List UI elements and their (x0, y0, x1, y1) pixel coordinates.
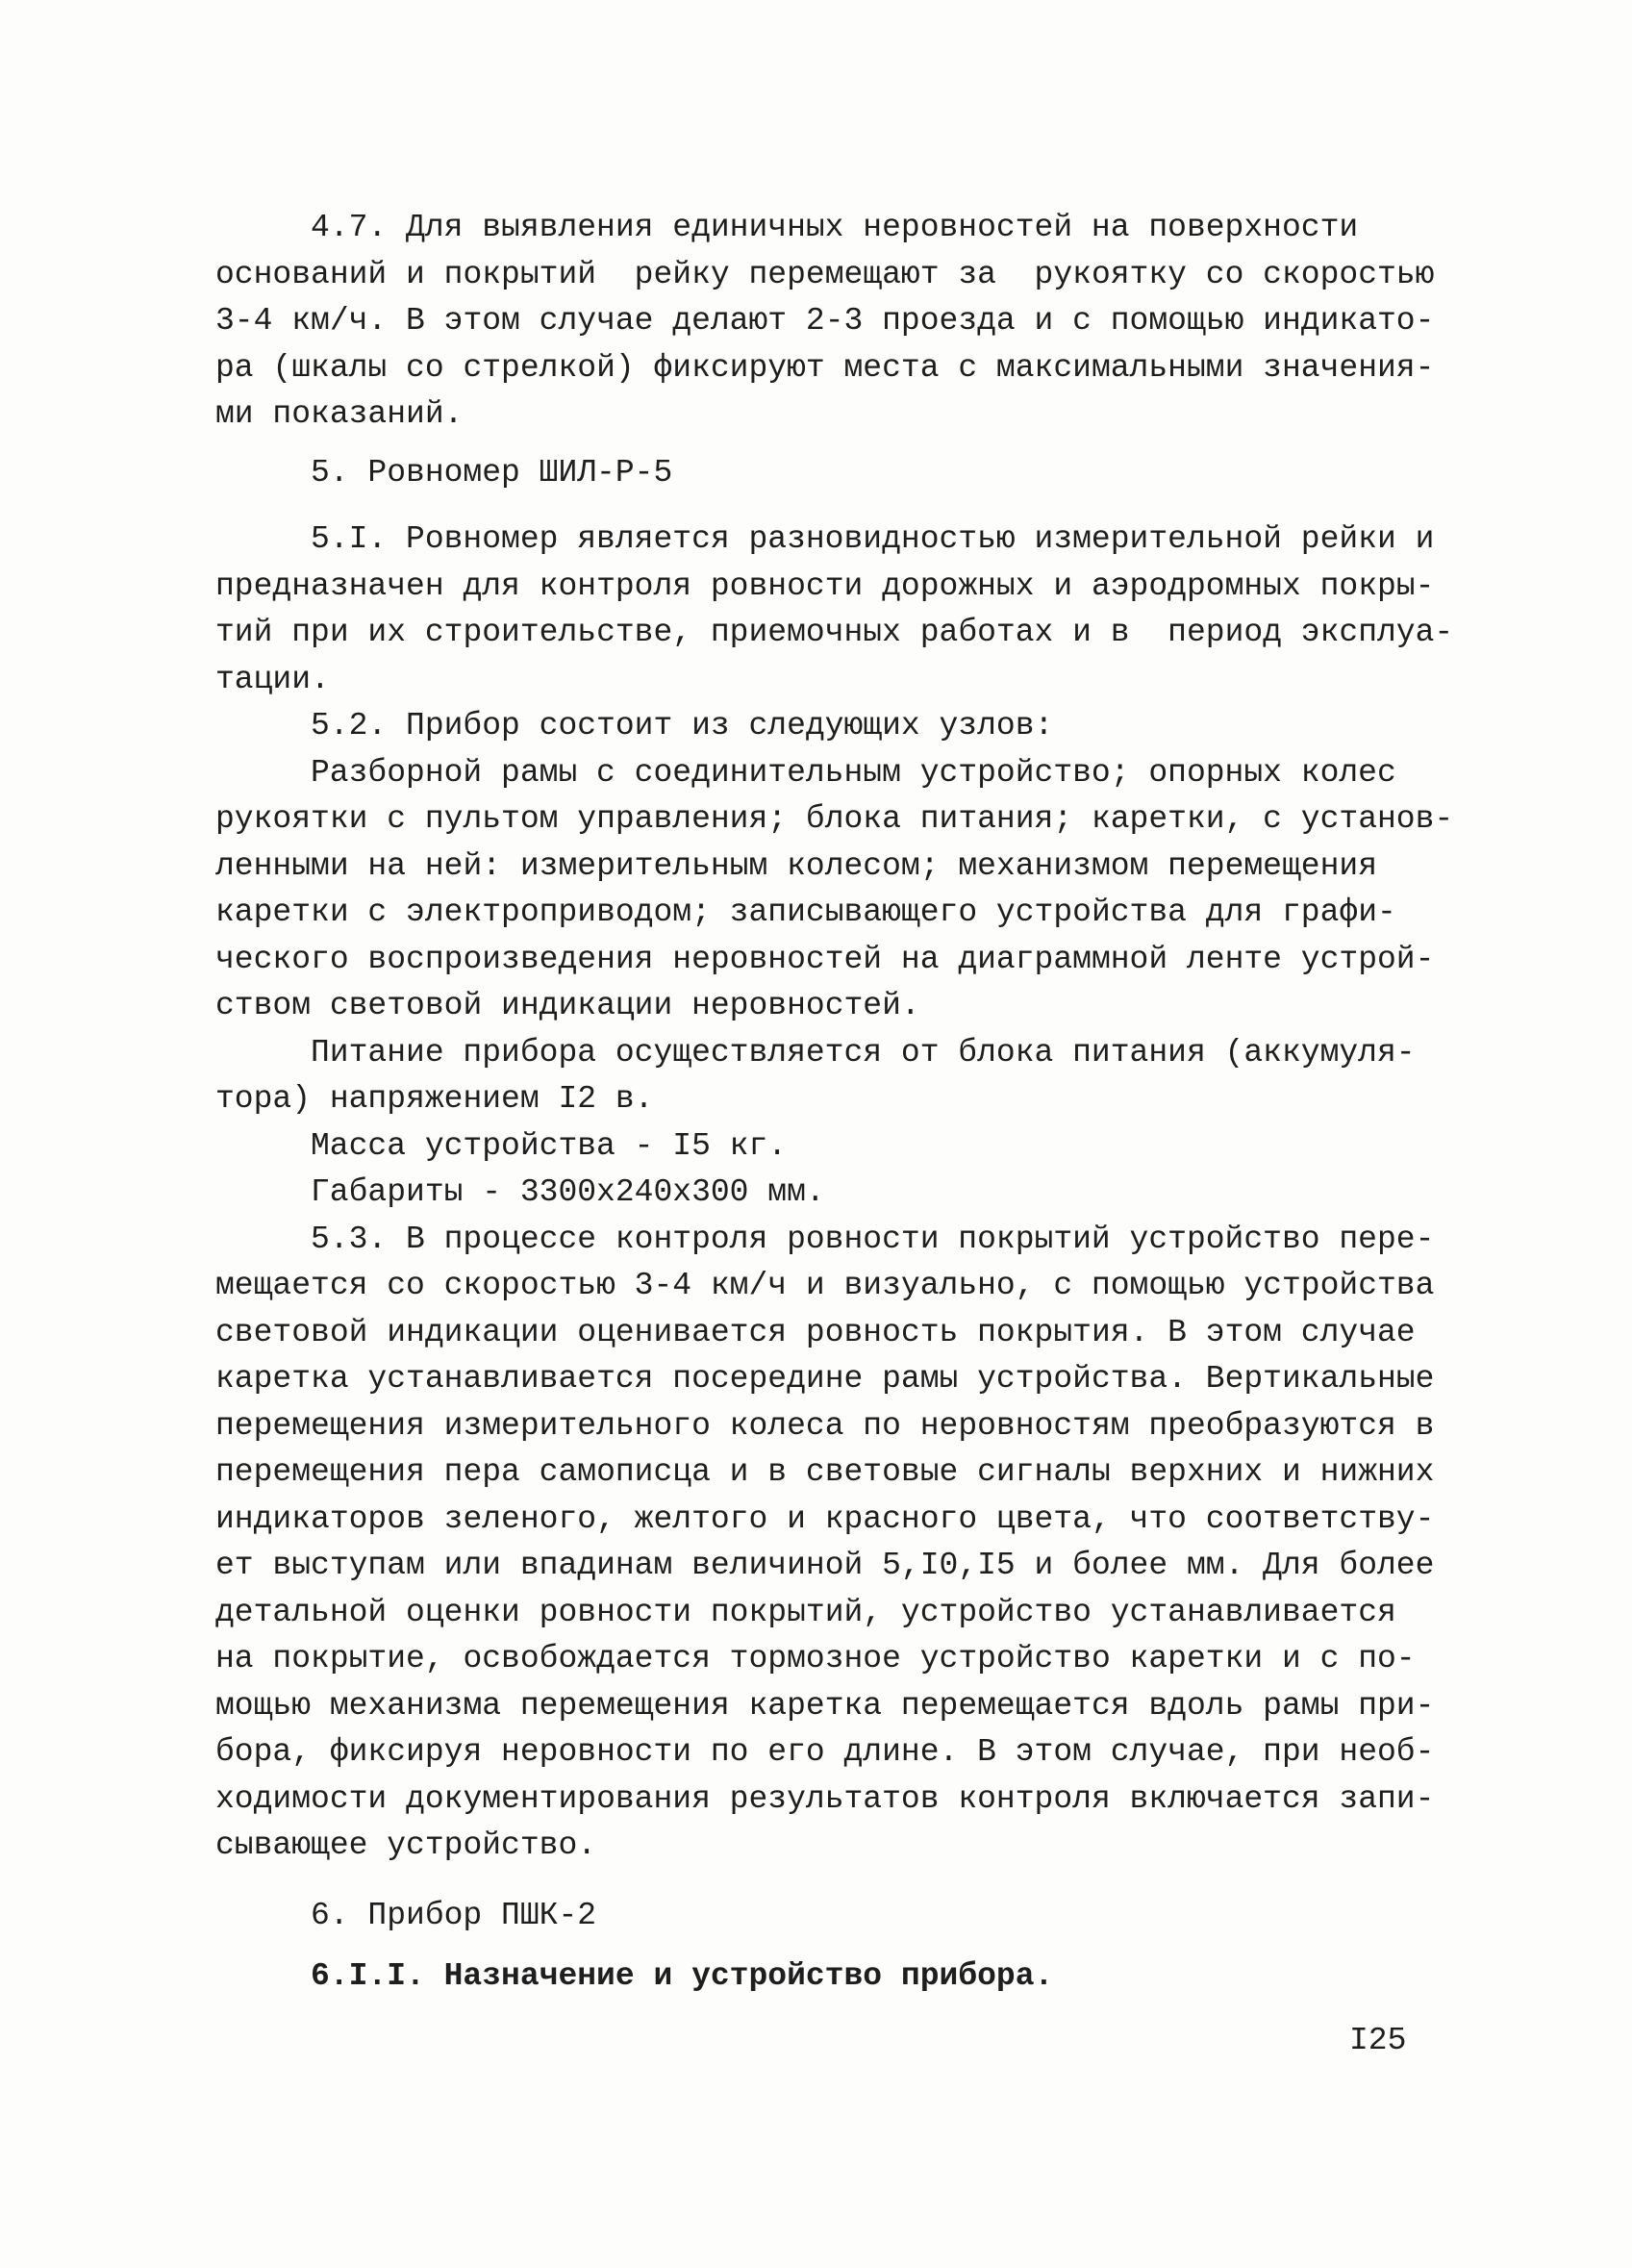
text-line: каретка устанавливается посередине рамы устройства. Вертикальные (215, 1361, 1435, 1397)
paragraph-5-1 (215, 517, 1581, 703)
heading-text: 6. Прибор ПШК-2 (311, 1898, 597, 1933)
text-line: перемещения пера самописца и в световые сигналы верхних и нижних (215, 1454, 1435, 1490)
text-line: ходимости документирования результатов контроля включается запи- (215, 1780, 1435, 1817)
text-line: каретки с электроприводом; записывающего устройства для графи- (215, 895, 1396, 930)
text-line: мощью механизма перемещения каретка перемещается вдоль рамы при- (215, 1687, 1435, 1724)
text-line: тации. (215, 661, 330, 697)
text-line: ческого воспроизведения неровностей на диаграммной ленте устрой- (215, 941, 1435, 977)
paragraph-dimensions (215, 1170, 1581, 1217)
text-line: на покрытие, освобождается тормозное устройство каретки и с по- (215, 1641, 1416, 1676)
text-line: Питание прибора осуществляется от блока питания (аккумуля- (311, 1034, 1416, 1071)
text-line: Масса устройства - I5 кг. (311, 1127, 788, 1164)
paragraph-mass (215, 1123, 1581, 1171)
paragraph-5-2-intro (215, 703, 1581, 750)
text-line: сывающее устройство. (215, 1827, 597, 1863)
text-line: световой индикации оценивается ровность покрытия. В этом случае (215, 1314, 1416, 1350)
text-line: перемещения измерительного колеса по неровностям преобразуются в (215, 1407, 1435, 1444)
text-line: оснований и покрытий рейку перемещают за рукоятку со скоростью (215, 256, 1435, 292)
text-line: ством световой индикации неровностей. (215, 988, 920, 1023)
text-line: ра (шкалы со стрелкой) фиксируют места с максимальными значения- (215, 349, 1435, 386)
text-line: 5.3. В процессе контроля ровности покрытий устройство пере- (311, 1221, 1435, 1257)
text-line: рукоятки с пультом управления; блока питания; каретки, с установ- (215, 801, 1454, 837)
text-line: тий при их строительстве, приемочных работах и в период эксплуа- (215, 615, 1454, 650)
text-line: предназначен для контроля ровности дорожных и аэродромных покры- (215, 567, 1435, 604)
heading-text: 6.I.I. Назначение и устройство прибора. (311, 1958, 1054, 1994)
paragraph-5-3 (215, 1217, 1581, 1870)
text-line: 4.7. Для выявления единичных неровностей на поверхности (311, 210, 1359, 245)
text-line: ет выступам или впадинам величиной 5,I0,I5 и более мм. Для более (215, 1548, 1435, 1583)
document-body (215, 205, 1581, 2001)
text-line: Габариты - 3300х240х300 мм. (311, 1174, 825, 1210)
paragraph-4-7 (215, 205, 1581, 439)
heading-text: 5. Ровномер ШИЛ-Р-5 (311, 455, 673, 491)
text-line: тора) напряжением I2 в. (215, 1081, 654, 1117)
text-line: мещается со скоростью 3-4 км/ч и визуально, с помощью устройства (215, 1268, 1435, 1303)
paragraph-5-2-components (215, 750, 1581, 1030)
text-line: ми показаний. (215, 396, 464, 432)
section-heading-6 (215, 1893, 1581, 1940)
text-line: Разборной рамы с соединительным устройство; опорных колес (311, 754, 1396, 791)
text-line: бора, фиксируя неровности по его длине. В этом случае, при необ- (215, 1734, 1435, 1770)
text-line: ленными на ней: измерительным колесом; механизмом перемещения (215, 847, 1377, 884)
text-line: 3-4 км/ч. В этом случае делают 2-3 проезда и с помощью индикато- (215, 303, 1435, 339)
paragraph-power-supply (215, 1030, 1581, 1123)
section-heading-5 (215, 450, 1581, 497)
text-line: детальной оценки ровности покрытий, устройство устанавливается (215, 1594, 1396, 1630)
page-number: I25 (1349, 2023, 1407, 2058)
text-line: индикаторов зеленого, желтого и красного цвета, что соответству- (215, 1500, 1435, 1537)
text-line: 5.2. Прибор состоит из следующих узлов: (311, 708, 1054, 743)
text-line: 5.I. Ровномер является разновидностью измерительной рейки и (311, 521, 1435, 557)
subsection-heading-6-1-1 (215, 1953, 1581, 2001)
